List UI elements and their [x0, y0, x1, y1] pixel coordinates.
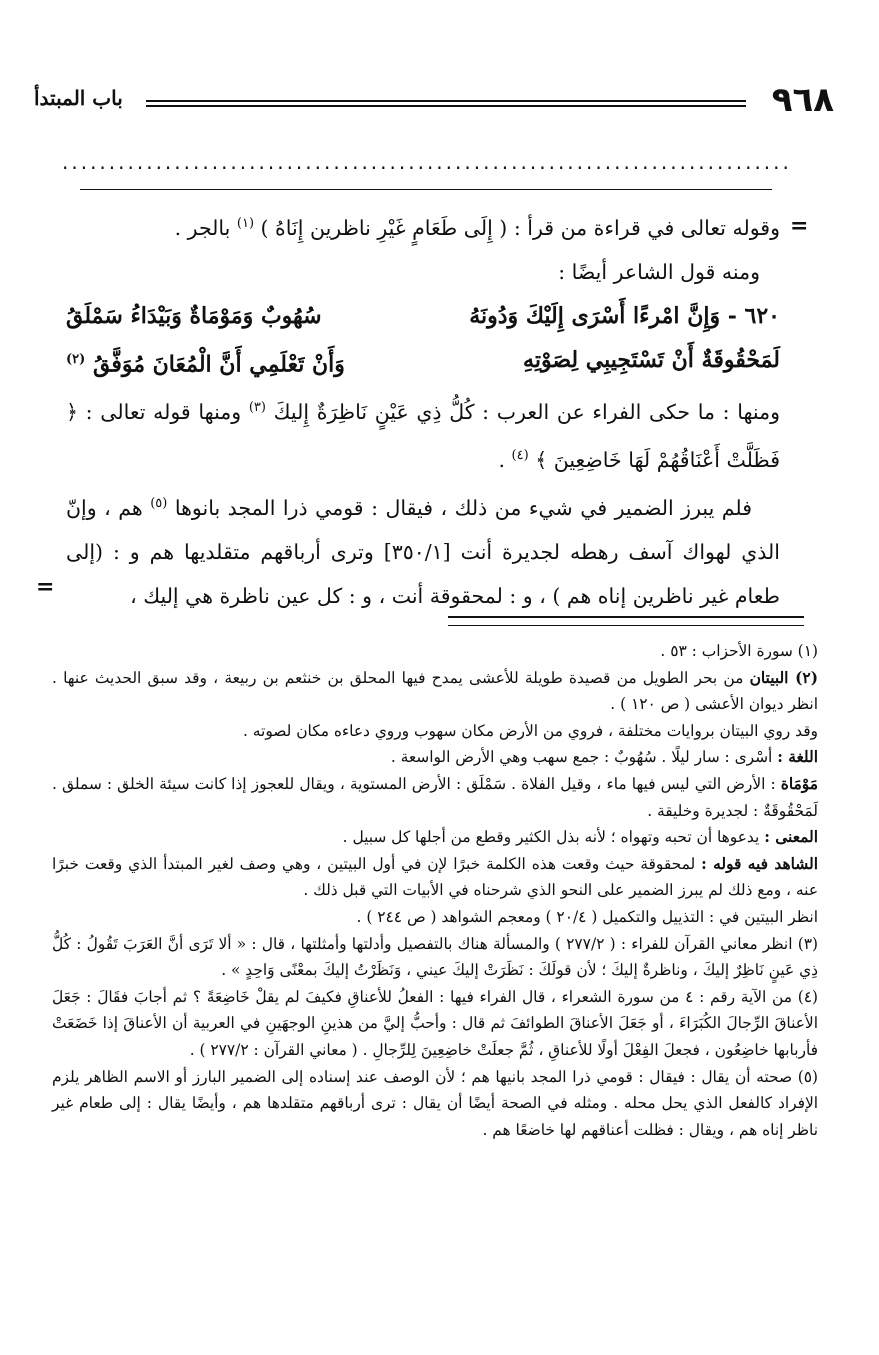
- paragraph: [66, 250, 780, 294]
- paragraph-text: .: [498, 447, 512, 472]
- footnote-text: (٥) صحته أن يقال : فيقال : قومي ذرا المجد بانيها هم ؛ لأن الوصف عند إسناده إلى الضمير البارز أو الاسم الظاهر يلزم الإفراد كالفعل الذي يحل محله . ومثله في الصحة أيضًا أن يقال : ترى أرباقهم متقلدها هم ، وأيضًا يقال : إلى طعام غير ناظر إناه هم ، ويقال : فظلت أعناقهم لها خاضعًا هم .: [52, 1067, 818, 1139]
- paragraph-text: وقوله تعالى في قراءة من قرأ : ( إِلَى طَعَامٍ غَيْرِ ناظرين إِنَاهُ ): [254, 215, 780, 240]
- footnote-text: يدعوها أن تحبه وتهواه ؛ لأنه بذل الكثير وقطع من أجلها كل سبيل .: [342, 828, 765, 847]
- verse-line: [66, 294, 780, 338]
- paragraph: [66, 482, 780, 618]
- footnote-text: (١) سورة الأحزاب : ٥٣ .: [660, 642, 818, 660]
- header-rule: [146, 100, 746, 102]
- footnote-ref: (٢): [66, 351, 86, 367]
- footnote-ref: (٥): [150, 495, 168, 511]
- paragraph: [66, 386, 780, 482]
- verse-line: [66, 338, 780, 386]
- footnote-text: من بحر الطويل من قصيدة طويلة للأعشى يمدح فيها المحلق بن خنثعم بن ربيعة ، وقد سبق الحديث عنها . انظر ديوان الأعشى ( ص ١٢٠ ) .: [52, 668, 818, 714]
- footnote-ref: (١): [236, 216, 255, 231]
- verse-hemistich: لَمَحْقُوقَةٌ أَنْ تَسْتَجِيبِي لِصَوْتِهِ: [523, 346, 780, 373]
- verse-hemistich: وَأَنْ تَعْلَمِي أَنَّ الْمُعَانَ مُوَفَّقُ: [92, 351, 345, 378]
- chapter-title: باب المبتدأ: [34, 86, 123, 110]
- footnote-text: (٤) من الآية رقم : ٤ من سورة الشعراء ، قال الفراء فيها : الفعلُ للأعناقِ فكيفَ لم يقلْ خَاضِعَةً ؟ ثم أجابَ فقَالَ : جَعَلَ الأعناقَ الرِّجالَ الكُبَرَاءَ ، أو جَعَلَ الأعناقَ الطوائفَ ثم قال : وأحبُّ إليَّ من هذينِ الوجهَينِ في العربية أن الأعناقَ إذا خَضَعَتْ فأربابها خاضِعُون ، فجعلَ الفِعْلَ أولًا للأعناقِ ، ثُمَّ جعلَتْ خاضِعِينَ لِلرِّجالِ . ( معاني القرآن : ٢٧٧/٢ ) .: [52, 987, 819, 1059]
- page-number: ٩٦٨: [771, 80, 834, 120]
- footnote-bold: الشاهد فيه قوله :: [701, 854, 818, 873]
- footnote-bold: مَوْمَاة: [780, 774, 818, 793]
- footnotes: [52, 638, 818, 1143]
- footnote: [52, 851, 818, 904]
- main-text: [66, 202, 780, 618]
- continuation-mark: =: [36, 574, 55, 600]
- paragraph-text: ومنه قول الشاعر أيضًا :: [558, 259, 760, 284]
- footnote: [52, 984, 818, 1064]
- footnote-bold: المعنى :: [764, 828, 818, 847]
- separator-rule: [80, 189, 772, 190]
- paragraph-text: هم ، وإنّ الذي لهواك آسف رهطه لجديرة أنت [٣٥٠/١] وترى أرباقهم متقلديها هم و : (إلى طعام غير ناظرين إناه هم ) ، و : لمحقوقة أنت ، و : كل عين ناظرة هي إليك ،: [66, 495, 780, 608]
- footnote-bold: (٢) البيتان: [749, 668, 818, 687]
- footnote-text: : الأرض التي ليس فيها ماء ، وقيل الفلاة . سَمْلَق : الأرض المستوية ، ويقال للعجوز إذا كانت سيئة الخلق : سملق . لَمَحْقُوقَةٌ : لجديرة وخليقة .: [52, 774, 818, 820]
- page-header: [34, 80, 834, 120]
- verse-hemistich: ٦٢٠ - وَإِنَّ امْرءًا أَسْرَى إِلَيْكَ وَدُونَهُ: [469, 302, 780, 329]
- footnote: [52, 718, 818, 745]
- footnote: [52, 665, 818, 718]
- footnote-separator: [448, 616, 804, 618]
- footnote-text: انظر البيتين في : التذييل والتكميل ( ٢٠/٤ ) ومعجم الشواهد ( ص ٢٤٤ ) .: [356, 907, 818, 926]
- footnote-ref: (٣): [248, 400, 266, 416]
- paragraph-text: ومنها : ما حكى الفراء عن العرب : كُلُّ ذِي عَيْنٍ نَاظِرَةٌ إِليكَ: [265, 399, 780, 424]
- footnote: [52, 904, 818, 931]
- footnote-ref: (٤): [511, 447, 529, 463]
- paragraph: [66, 202, 780, 250]
- footnote: [52, 824, 818, 851]
- header-rule: [146, 105, 746, 107]
- footnote-text: وقد روي البيتان بروايات مختلفة ، فروي من الأرض مكان سهوب وروي دعاءه مكان لصوته .: [243, 721, 818, 740]
- footnote-separator: [448, 625, 804, 626]
- continuation-mark: =: [790, 213, 809, 239]
- footnote: [52, 1064, 818, 1144]
- paragraph-text: فلم يبرز الضمير في شيء من ذلك ، فيقال : قومي ذرا المجد بانوها: [167, 495, 752, 520]
- paragraph-text: ومنها قوله تعالى : ﴿ فَظَلَّتْ أَعْنَاقُهُمْ لَهَا خَاضِعِينَ ﴾: [66, 399, 780, 472]
- footnote-text: (٣) انظر معاني القرآن للفراء : ( ٢٧٧/٢ ) والمسألة هناك بالتفصيل وأدلتها وأمثلتها ، قال : « ألا تَرَى أنَّ العَرَبَ تَقُولُ : كُلُّ ذِي عَينٍ نَاظِرٌ إليكَ ، وناظرةٌ إليكَ ؛ لأن قولَكَ : نَظَرَتْ إليكَ عيني ، وَنَظَرْتُ إليكَ بمعْنًى وَاحِدٍ » .: [52, 934, 819, 980]
- footnote-bold: اللغة :: [777, 748, 818, 767]
- verse-hemistich: سُهُوبٌ وَمَوْمَاةٌ وَبَيْدَاءُ سَمْلَقُ: [66, 302, 322, 329]
- dotted-separator: ..............................................................................: [62, 150, 792, 174]
- footnote: [52, 744, 818, 771]
- footnote: [52, 771, 818, 824]
- paragraph-text: بالجر .: [174, 215, 237, 240]
- footnote: [52, 638, 818, 665]
- footnote: [52, 931, 818, 984]
- footnote-text: أسْرى : سار ليلًا . سُهُوبٌ : جمع سهب وهي الأرض الواسعة .: [390, 748, 778, 767]
- footnote-text: لمحقوقة حيث وقعت هذه الكلمة خبرًا لإن في أول البيتين ، وهي وصف لغير المبتدأ الذي وقعت خبرًا عنه ، ومع ذلك لم يبرز الضمير على النحو الذي شرحناه في الأبيات التي قبل ذلك .: [52, 854, 818, 900]
